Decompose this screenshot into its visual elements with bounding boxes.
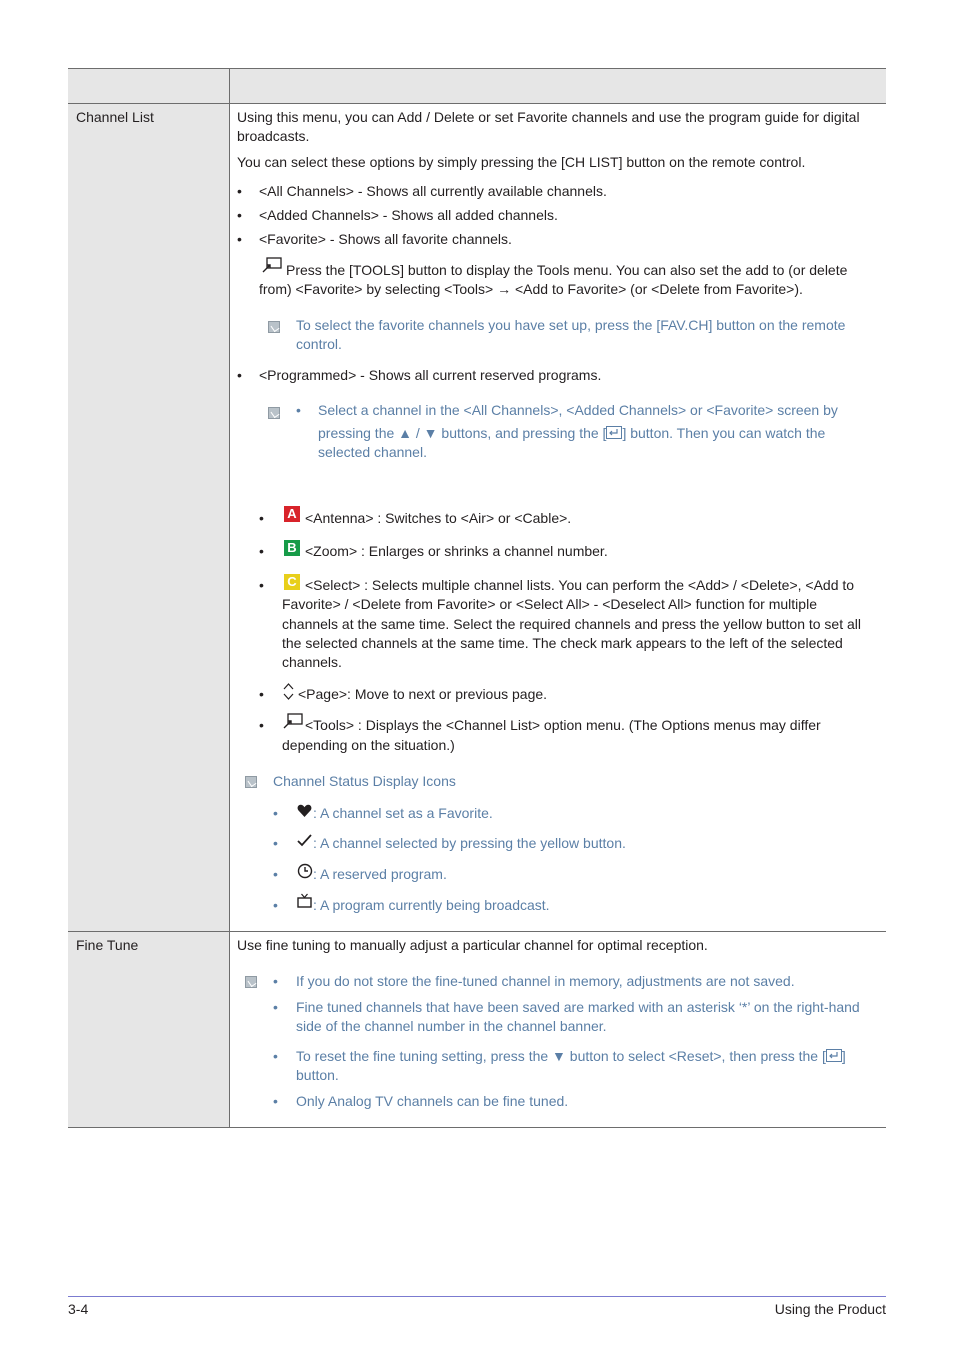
list-item-added-channels: <Added Channels> - Shows all added channels. (259, 207, 558, 223)
page-description: <Page>: Move to next or previous page. (298, 686, 548, 702)
bullet-dot: • (296, 402, 301, 418)
bullet-dot: • (273, 999, 278, 1015)
bullet-dot: • (273, 805, 278, 821)
antenna-description: <Antenna> : Switches to <Air> or <Cable>. (305, 510, 572, 526)
footer-section-title: Using the Product (774, 1301, 886, 1317)
select-note-line3: selected channel. (318, 444, 427, 460)
select-description-line2: Favorite> / <Delete from Favorite> or <Select All> - <Deselect All> function for multiple (282, 596, 817, 612)
row-label-fine-tune: Fine Tune (76, 937, 139, 953)
tools-note-line2: from) <Favorite> by selecting <Tools> → <Add to Favorite> (or <Delete from Favorite>). (259, 281, 803, 297)
yellow-c-button-icon: C (284, 574, 300, 590)
green-b-button-icon: B (284, 540, 300, 556)
table-bottom-border (68, 1127, 886, 1128)
bullet-dot: • (259, 686, 264, 702)
fine-tune-intro: Use fine tuning to manually adjust a particular channel for optimal reception. (237, 937, 708, 953)
status-reserved: : A reserved program. (313, 866, 447, 882)
row-divider (68, 931, 886, 932)
column-divider (229, 68, 230, 1128)
fine-tune-note-3-line2: button. (296, 1067, 339, 1083)
bullet-dot: • (259, 717, 264, 733)
bullet-dot: • (237, 183, 242, 199)
bullet-dot: • (237, 231, 242, 247)
tools-icon (283, 713, 303, 730)
footer-rule (68, 1296, 886, 1297)
select-note-line1: Select a channel in the <All Channels>, <Added Channels> or <Favorite> screen by (318, 402, 838, 418)
fine-tune-note-4: Only Analog TV channels can be fine tuned. (296, 1093, 569, 1109)
bullet-dot: • (259, 510, 264, 526)
checkmark-icon (297, 834, 312, 847)
bullet-dot: • (273, 1048, 278, 1064)
fav-note-line2: control. (296, 336, 342, 352)
channel-list-intro-line1: Using this menu, you can Add / Delete or set Favorite channels and use the program guide for digital (237, 109, 860, 125)
table-label-column (68, 104, 229, 1127)
table-header (68, 68, 886, 104)
tools-description-line1: <Tools> : Displays the <Channel List> option menu. (The Options menus may differ (305, 717, 821, 733)
page-number: 3-4 (68, 1301, 89, 1317)
note-icon (245, 776, 257, 788)
note-icon (268, 321, 280, 333)
page-updown-icon (283, 683, 294, 700)
status-favorite: : A channel set as a Favorite. (313, 805, 493, 821)
clock-icon (297, 863, 313, 879)
bullet-dot: • (259, 577, 264, 593)
select-description-line5: channels. (282, 654, 342, 670)
select-description-line3: channels at the same time. Select the required channels and press the yellow button to set all (282, 616, 862, 632)
bullet-dot: • (273, 835, 278, 851)
status-broadcasting: : A program currently being broadcast. (313, 897, 550, 913)
fine-tune-note-2-line2: side of the channel number in the channel banner. (296, 1018, 607, 1034)
status-selected: : A channel selected by pressing the yellow button. (313, 835, 626, 851)
tools-icon (262, 257, 282, 274)
list-item-favorite: <Favorite> - Shows all favorite channels. (259, 231, 512, 247)
bullet-dot: • (273, 866, 278, 882)
note-icon (245, 976, 257, 988)
fine-tune-note-2-line1: Fine tuned channels that have been saved are marked with an asterisk ‘*’ on the right-hand (296, 999, 860, 1015)
tools-note-line1: Press the [TOOLS] button to display the Tools menu. You can also set the add to (or delete (286, 262, 848, 278)
select-description-line4: the selected channels at the same time. The check mark appears to the left of the selected (282, 635, 843, 651)
select-note-line2: pressing the ▲ / ▼ buttons, and pressing the [ ] button. Then you can watch the (318, 425, 826, 441)
select-description-line1: <Select> : Selects multiple channel lists. You can perform the <Add> / <Delete>, <Add to (305, 577, 855, 593)
bullet-dot: • (237, 367, 242, 383)
row-label-channel-list: Channel List (76, 109, 154, 125)
channel-list-intro-line2: broadcasts. (237, 128, 310, 144)
fine-tune-note-1: If you do not store the fine-tuned channel in memory, adjustments are not saved. (296, 973, 795, 989)
channel-list-select-options: You can select these options by simply pressing the [CH LIST] button on the remote control. (237, 154, 806, 170)
list-item-all-channels: <All Channels> - Shows all currently available channels. (259, 183, 607, 199)
red-a-button-icon: A (284, 506, 300, 522)
tv-icon (297, 893, 313, 909)
enter-icon (606, 426, 622, 439)
list-item-programmed: <Programmed> - Shows all current reserved programs. (259, 367, 602, 383)
heart-icon (297, 804, 312, 818)
bullet-dot: • (259, 543, 264, 559)
fine-tune-note-3-line1: To reset the fine tuning setting, press the ▼ button to select <Reset>, then press the [ ] (296, 1048, 846, 1064)
bullet-dot: • (273, 1093, 278, 1109)
bullet-dot: • (273, 897, 278, 913)
bullet-dot: • (237, 207, 242, 223)
status-icons-title: Channel Status Display Icons (273, 773, 456, 789)
tools-description-line2: depending on the situation.) (282, 737, 455, 753)
bullet-dot: • (273, 973, 278, 989)
enter-icon (826, 1049, 842, 1062)
fav-note-line1: To select the favorite channels you have set up, press the [FAV.CH] button on the remote (296, 317, 846, 333)
note-icon (268, 407, 280, 419)
zoom-description: <Zoom> : Enlarges or shrinks a channel number. (305, 543, 608, 559)
